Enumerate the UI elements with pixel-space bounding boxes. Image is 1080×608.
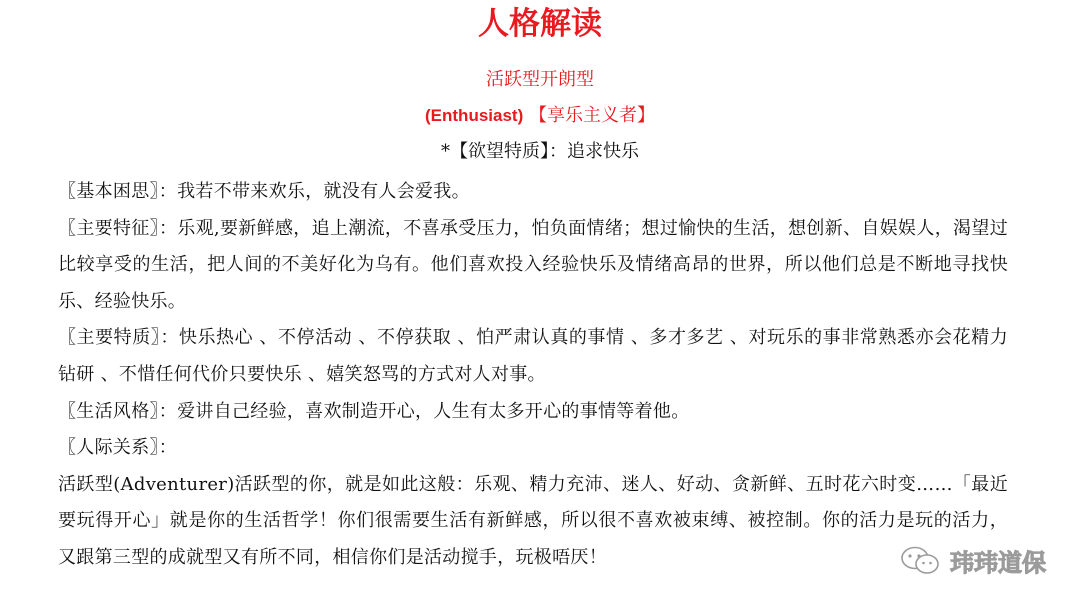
type-name-line: [0, 102, 1080, 130]
paragraph-basic-fear: 〖基本困思〗：我若不带来欢乐，就没有人会爱我。: [58, 181, 470, 202]
description-body: [58, 174, 1008, 577]
paragraph-relationships-body: 活跃型(Adventurer)活跃型的你，就是如此这般：乐观、精力充沛、迷人、好动、贪新鲜、五时花六时变……「最近要玩得开心」就是你的生活哲学！你们很需要生活有新鲜感，所以很不喜欢被束缚、被控制。你的活力是玩的活力，又跟第三型的成就型又有所不同，相信你们是活动搅手，玩极唔厌！: [58, 473, 1008, 568]
wechat-icon: [900, 545, 942, 577]
paragraph-main-traits: 〖主要特质〗：快乐热心 、不停活动 、不停获取 、怕严肃认真的事情 、多才多艺 、对玩乐的事非常熟悉亦会花精力钻研 、不惜任何代价只要快乐 、嬉笑怒骂的方式对人对事。: [58, 327, 1008, 385]
paragraph-main-features: 〖主要特征〗：乐观,要新鲜感，追上潮流，不喜承受压力，怕负面情绪；想过愉快的生活，想创新、自娱娱人，渴望过比较享受的生活，把人间的不美好化为乌有。他们喜欢投入经验快乐及情绪高昂的世界，所以他们总是不断地寻找快乐、经验快乐。: [58, 217, 1008, 312]
type-chinese-name: 【享乐主义者】: [528, 105, 655, 126]
personality-subtitle: 活跃型开朗型: [486, 69, 594, 90]
page-title: 人格解读: [478, 6, 602, 42]
watermark: [900, 543, 1046, 578]
desire-trait-line: *【欲望特质】：追求快乐: [441, 141, 639, 162]
paragraph-life-style: 〖生活风格〗：爱讲自己经验，喜欢制造开心，人生有太多开心的事情等着他。: [58, 400, 690, 422]
type-english-name: (Enthusiast): [425, 106, 524, 125]
watermark-text: 玮玮道保: [950, 549, 1046, 577]
paragraph-relationships-heading: 〖人际关系〗：: [58, 437, 178, 459]
